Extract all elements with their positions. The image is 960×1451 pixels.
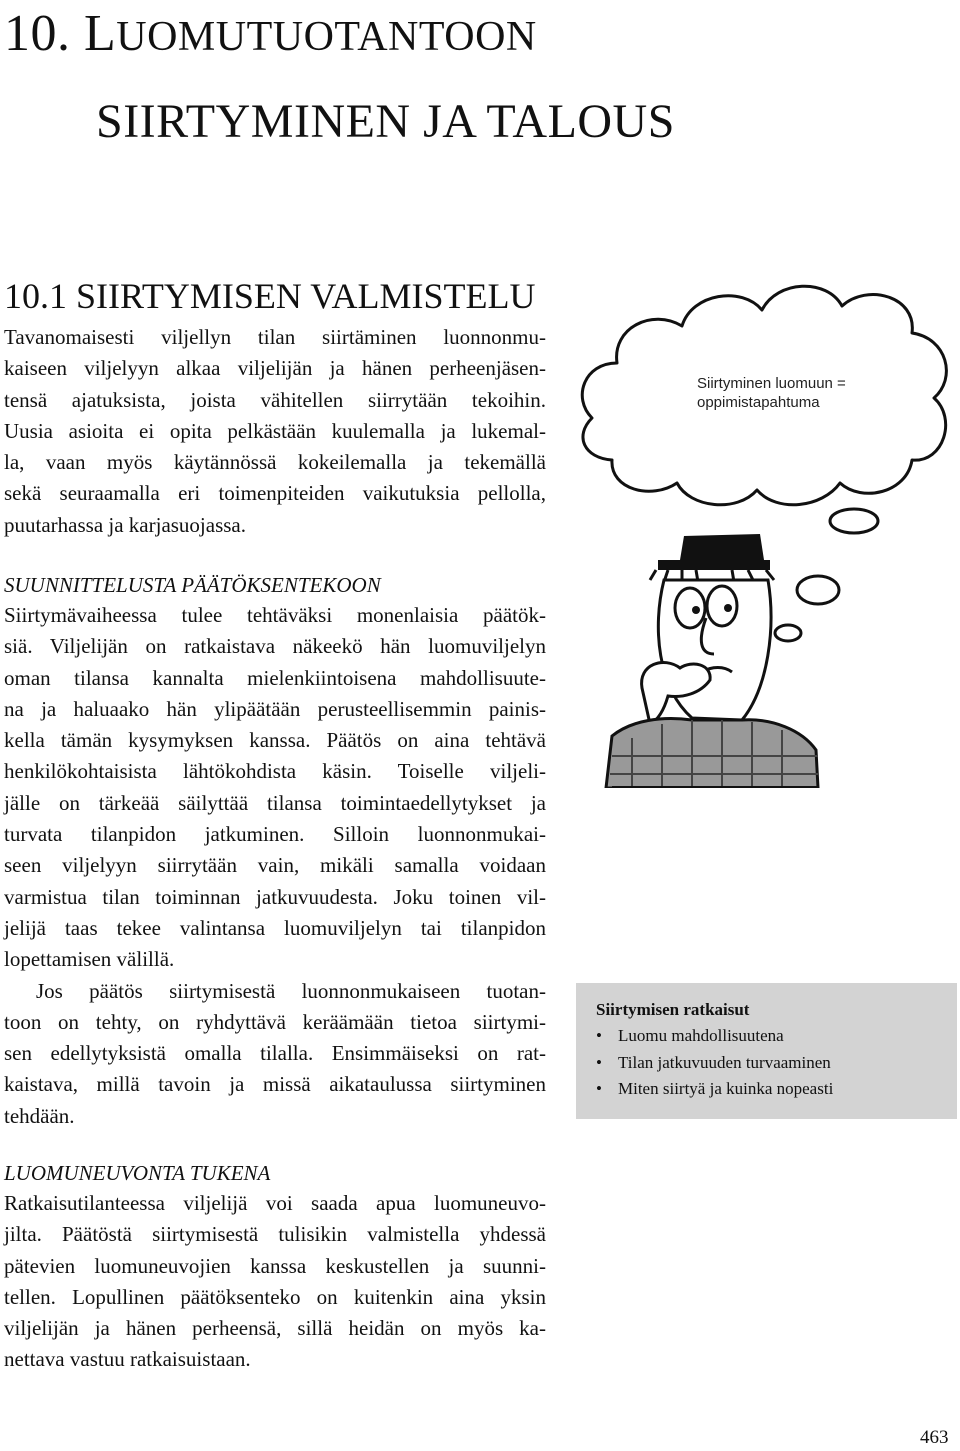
chapter-title-initial: L: [84, 5, 117, 62]
sidebar-box-title: Siirtymisen ratkaisut: [596, 1000, 750, 1019]
thought-line-1: Siirtyminen luomuun =: [697, 375, 846, 392]
advice-subheading: LUOMUNEUVONTA TUKENA: [4, 1161, 271, 1185]
left-pupil: [692, 606, 700, 614]
planning-line: siä. Viljelijän on ratkaistava näkeekö hän luomuviljelyn: [4, 634, 546, 659]
planning-line: kella tämän kysymyksen kanssa. Päätös on aina tehtävä: [4, 728, 546, 753]
intro-line: Uusia asioita ei opita pelkästään kuulemalla ja lukemal-: [4, 418, 546, 443]
planning-line: kaistava, millä tavoin ja missä aikataulussa siirtyminen: [4, 1072, 546, 1097]
planning-line: Siirtymävaiheessa tulee tehtäväksi monenlaisia päätök-: [4, 603, 546, 627]
intro-line: tensä ajatuksista, joista vähitellen siirrytään tekoihin.: [4, 387, 546, 412]
farmer-thinking-illustration: [572, 268, 958, 788]
hat-brim: [658, 560, 770, 570]
planning-line: jelijä taas tekee valintansa luomuviljelyn tai tilanpidon: [4, 915, 546, 940]
thought-bubble-text: [697, 374, 846, 412]
page-number: 463: [920, 1427, 949, 1448]
illustration-frame-bottom: [612, 786, 818, 788]
advice-line: viljelijän ja hänen perheensä, sillä heidän on myös ka-: [4, 1316, 546, 1341]
advice-paragraph: [4, 1188, 546, 1376]
checked-shirt: [606, 719, 818, 788]
planning-line: seen viljelyyn siirrytään vain, mikäli samalla voidaan: [4, 853, 546, 878]
planning-line: jälle on tärkeää säilyttää tilansa toimintaedellytykset ja: [4, 790, 546, 815]
planning-line: toon on tehty, on ryhdyttävä keräämään tietoa siirtymi-: [4, 1009, 546, 1034]
small-bubble-3: [775, 625, 801, 641]
chapter-title-line2: SIIRTYMINEN JA TALOUS: [96, 95, 675, 148]
advice-line: pätevien luomuneuvojien kanssa keskustellen ja suunni-: [4, 1253, 546, 1278]
advice-line: nettava vastuu ratkaisuistaan.: [4, 1347, 251, 1372]
small-bubble-2: [797, 576, 839, 604]
planning-line: tehdään.: [4, 1103, 75, 1128]
chapter-title-line1: [4, 6, 537, 65]
section-heading: 10.1 SIIRTYMISEN VALMISTELU: [4, 276, 536, 316]
sidebar-box-item: • Miten siirtyä ja kuinka nopeasti: [596, 1076, 957, 1103]
planning-paragraph: [4, 600, 546, 1132]
intro-line: Tavanomaisesti viljellyn tilan siirtäminen luonnonmu-: [4, 325, 546, 349]
advice-line: Ratkaisutilanteessa viljelijä voi saada apua luomuneuvo-: [4, 1191, 546, 1215]
sidebar-box-item: • Luomu mahdollisuutena: [596, 1023, 957, 1050]
intro-line: puutarhassa ja karjasuojassa.: [4, 512, 247, 537]
left-eye: [675, 588, 705, 628]
chapter-number: 10.: [4, 5, 71, 62]
planning-line: oman tilansa kannalta mielenkiintoisena mahdollisuute-: [4, 665, 546, 690]
hat-crown: [680, 534, 764, 560]
advice-line: tellen. Lopullinen päätöksenteko on kuitenkin aina yksin: [4, 1284, 546, 1309]
chapter-title-rest: UOMUTUOTANTOON: [116, 14, 537, 60]
right-pupil: [724, 604, 732, 612]
intro-paragraph: [4, 322, 546, 541]
sidebar-box-item: • Tilan jatkuvuuden turvaaminen: [596, 1050, 957, 1077]
intro-line: sekä seuraamalla eri toimenpiteiden vaikutuksia pellolla,: [4, 481, 546, 506]
planning-line: na ja haluaako hän ylipäätään perusteellisemmin painis-: [4, 696, 546, 721]
planning-line: varmistua tilan toiminnan jatkuvuudesta. Joku toinen vil-: [4, 884, 546, 909]
advice-line: jilta. Päätöstä siirtymisestä tulisikin valmistella yhdessä: [4, 1222, 546, 1247]
planning-line: turvata tilanpidon jatkuminen. Silloin luonnonmukai-: [4, 822, 546, 847]
intro-line: la, vaan myös käytännössä kokeilemalla ja tekemällä: [4, 450, 546, 475]
small-bubble-1: [830, 509, 878, 533]
planning-line: sen edellytyksistä omalla tilalla. Ensimmäiseksi on rat-: [4, 1041, 546, 1066]
intro-line: kaiseen viljelyyn alkaa viljelijän ja hänen perheenjäsen-: [4, 356, 546, 381]
sidebar-summary-box: [576, 983, 957, 1119]
thought-line-2: oppimistapahtuma: [697, 394, 820, 411]
planning-line: henkilökohtaisista lähtökohdista käsin. Toiselle viljeli-: [4, 759, 546, 784]
planning-subheading: SUUNNITTELUSTA PÄÄTÖKSENTEKOON: [4, 573, 381, 597]
planning-line: lopettamisen välillä.: [4, 947, 175, 972]
right-eye: [707, 586, 737, 626]
planning-line: Jos päätös siirtymisestä luonnonmukaiseen tuotan-: [36, 978, 546, 1003]
